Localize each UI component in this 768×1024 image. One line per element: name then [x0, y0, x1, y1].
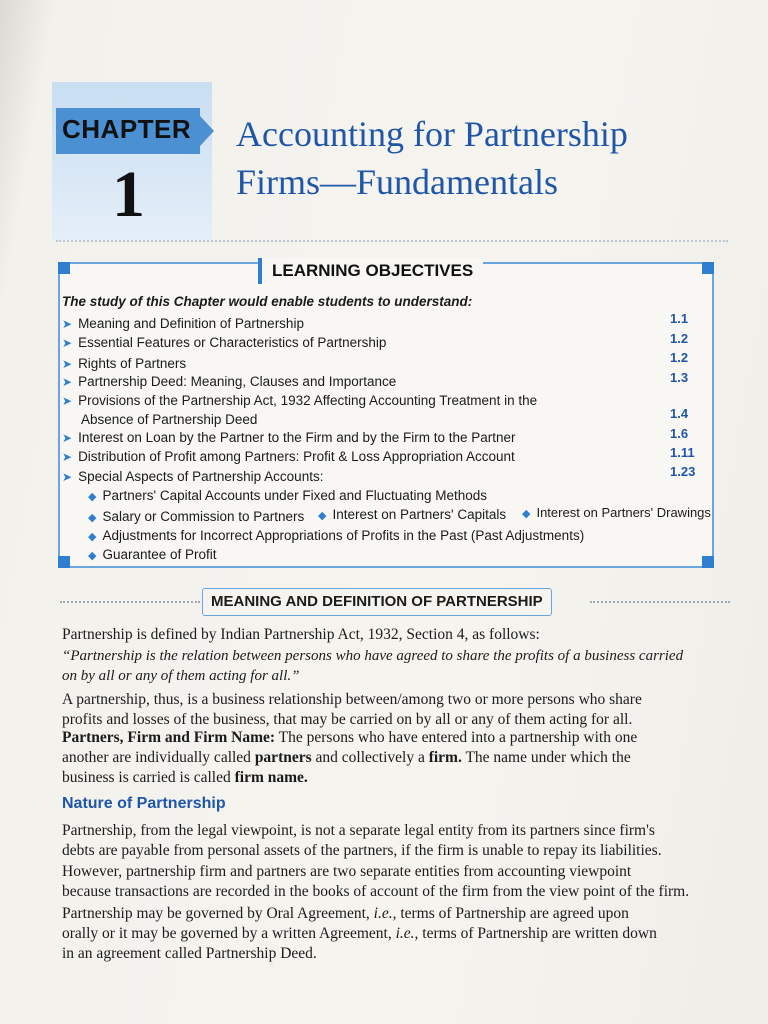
objective-page-ref: 1.23	[670, 464, 696, 479]
objective-item: ➤ Partnership Deed: Meaning, Clauses and Importance	[62, 374, 397, 389]
objective-item: ➤ Essential Features or Characteristics of Partnership	[62, 335, 387, 350]
objective-page-ref: 1.2	[670, 350, 689, 365]
definition-quote: “Partnership is the relation between persons who have agreed to share the profits of a business carried on by all or any of them acting for all.”	[62, 648, 684, 684]
objective-item: ➤ Special Aspects of Partnership Accounts:	[62, 469, 324, 484]
objective-page-ref: 1.11	[670, 445, 695, 460]
chapter-title-line-1: Accounting for Partnership	[236, 114, 628, 154]
corner-decoration	[58, 556, 70, 568]
diamond-bullet-icon: ◆	[522, 508, 531, 520]
diamond-bullet-icon: ◆	[88, 491, 97, 503]
arrow-icon: ➤	[62, 375, 73, 389]
paragraph-partners-firm: Partners, Firm and Firm Name: The persons who have entered into a partnership with one another are individually called partners and collectively a firm. The name under which the business is carried is called firm name.	[62, 729, 638, 786]
objective-item: ➤ Distribution of Profit among Partners: Profit & Loss Appropriation Account	[62, 449, 515, 464]
corner-decoration	[702, 556, 714, 568]
section-divider-right	[590, 601, 730, 603]
arrow-icon: ➤	[62, 394, 73, 408]
definition-intro: Partnership is defined by Indian Partnership Act, 1932, Section 4, as follows:	[62, 626, 540, 643]
objective-item: ➤ Interest on Loan by the Partner to the Firm and by the Firm to the Partner	[62, 430, 516, 445]
objective-page-ref: 1.1	[670, 311, 689, 326]
arrow-icon: ➤	[62, 431, 73, 445]
diamond-bullet-icon: ◆	[318, 510, 327, 522]
diamond-bullet-icon: ◆	[88, 512, 97, 524]
section-heading: MEANING AND DEFINITION OF PARTNERSHIP	[202, 588, 552, 616]
paragraph: A partnership, thus, is a business relationship between/among two or more persons who share profits and losses of the business, that may be carried on by all or any of them acting for all.	[62, 691, 642, 728]
objective-page-ref: 1.6	[670, 426, 689, 441]
section-divider-left	[60, 601, 200, 603]
corner-decoration	[58, 262, 70, 274]
objective-sub-item: ◆ Partners' Capital Accounts under Fixed and Fluctuating Methods	[88, 488, 488, 503]
objective-sub-item: ◆ Interest on Partners' Capitals	[318, 507, 507, 522]
chapter-label: CHAPTER	[62, 114, 192, 144]
objective-page-ref: 1.4	[670, 406, 689, 421]
arrow-icon: ➤	[62, 450, 73, 464]
objective-sub-item: ◆ Adjustments for Incorrect Appropriations of Profits in the Past (Past Adjustments)	[88, 528, 585, 543]
objective-item: ➤ Meaning and Definition of Partnership	[62, 316, 304, 331]
arrow-icon: ➤	[62, 470, 73, 484]
paragraph: However, partnership firm and partners are two separate entities from accounting viewpoint because transactions are recorded in the books of account of the firm from the view point of the firm.	[62, 863, 690, 900]
arrow-icon: ➤	[62, 317, 73, 331]
nature-heading: Nature of Partnership	[62, 795, 226, 812]
learning-objectives-heading: LEARNING OBJECTIVES	[258, 258, 483, 284]
diamond-bullet-icon: ◆	[88, 550, 97, 562]
chapter-title	[236, 110, 736, 206]
corner-decoration	[702, 262, 714, 274]
chapter-number: 1	[112, 158, 145, 231]
chapter-title-line-2: Firms—Fundamentals	[236, 162, 558, 202]
arrow-icon: ➤	[62, 336, 73, 350]
objective-item-continuation: Absence of Partnership Deed	[81, 412, 258, 427]
objective-sub-item: ◆ Guarantee of Profit	[88, 547, 217, 562]
objective-page-ref: 1.2	[670, 331, 689, 346]
objective-item: ➤ Provisions of the Partnership Act, 1932 Affecting Accounting Treatment in the	[62, 393, 538, 408]
objective-sub-item: ◆ Interest on Partners' Drawings	[522, 505, 711, 520]
objective-item: ➤ Rights of Partners	[62, 356, 187, 371]
diamond-bullet-icon: ◆	[88, 531, 97, 543]
objectives-intro: The study of this Chapter would enable students to understand:	[62, 294, 473, 309]
objective-sub-item: ◆ Salary or Commission to Partners	[88, 509, 305, 524]
objective-page-ref: 1.3	[670, 370, 689, 385]
paragraph: Partnership may be governed by Oral Agreement, i.e., terms of Partnership are agreed upon orally or it may be governed by a written Agreement, i.e., terms of Partnership are written down in an agreement called Partnership Deed.	[62, 905, 657, 962]
header-divider	[56, 240, 728, 242]
arrow-icon: ➤	[62, 357, 73, 371]
paragraph: Partnership, from the legal viewpoint, is not a separate legal entity from its partners since firm's debts are payable from personal assets of the partners, if the firm is unable to repay its liabilities.	[62, 822, 662, 859]
